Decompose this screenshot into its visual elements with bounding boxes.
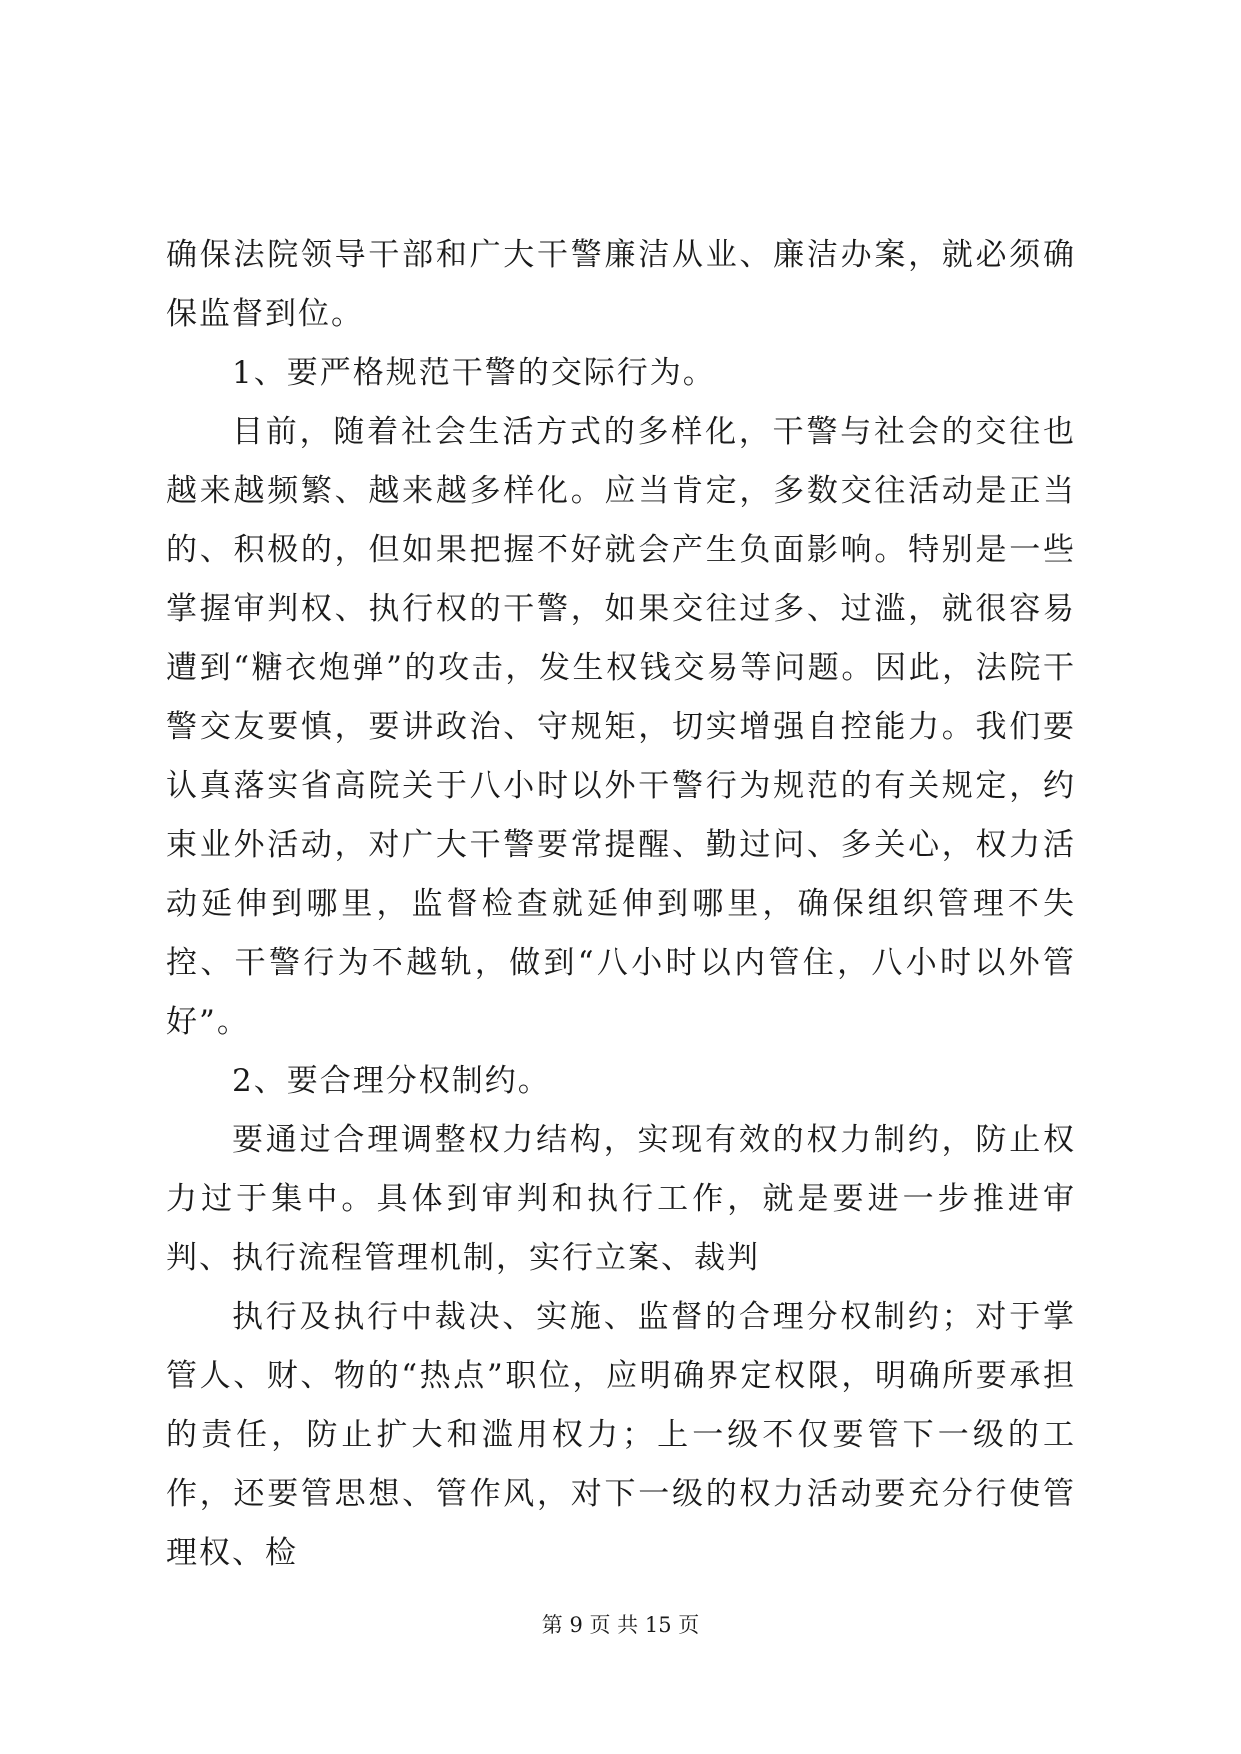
document-body <box>166 226 1076 1583</box>
page-number-footer: 第 9 页 共 15 页 <box>541 1613 700 1637</box>
paragraph-power-checks: 执行及执行中裁决、实施、监督的合理分权制约；对于掌管人、财、物的“热点”职位，应明确界定权限，明确所要承担的责任，防止扩大和滥用权力；上一级不仅要管下一级的工作，还要管思想、管作风，对下一级的权力活动要充分行使管理权、检 <box>166 1299 1076 1571</box>
paragraph-power-structure: 要通过合理调整权力结构，实现有效的权力制约，防止权力过于集中。具体到审判和执行工作，就是要进一步推进审判、执行流程管理机制，实行立案、裁判 <box>166 1122 1076 1276</box>
paragraph-continuation: 确保法院领导干部和广大干警廉洁从业、廉洁办案，就必须确保监督到位。 <box>166 237 1076 332</box>
section-heading-1: 1、要严格规范干警的交际行为。 <box>232 355 716 391</box>
section-heading-2: 2、要合理分权制约。 <box>232 1063 551 1099</box>
paragraph-interaction-conduct: 目前，随着社会生活方式的多样化，干警与社会的交往也越来越频繁、越来越多样化。应当肯定，多数交往活动是正当的、积极的，但如果把握不好就会产生负面影响。特别是一些掌握审判权、执行权的干警，如果交往过多、过滥，就很容易遭到“糖衣炮弹”的攻击，发生权钱交易等问题。因此，法院干警交友要慎，要讲政治、守规矩，切实增强自控能力。我们要认真落实省高院关于八小时以外干警行为规范的有关规定，约束业外活动，对广大干警要常提醒、勤过问、多关心，权力活动延伸到哪里，监督检查就延伸到哪里，确保组织管理不失控、干警行为不越轨，做到“八小时以内管住，八小时以外管好”。 <box>166 414 1076 1040</box>
